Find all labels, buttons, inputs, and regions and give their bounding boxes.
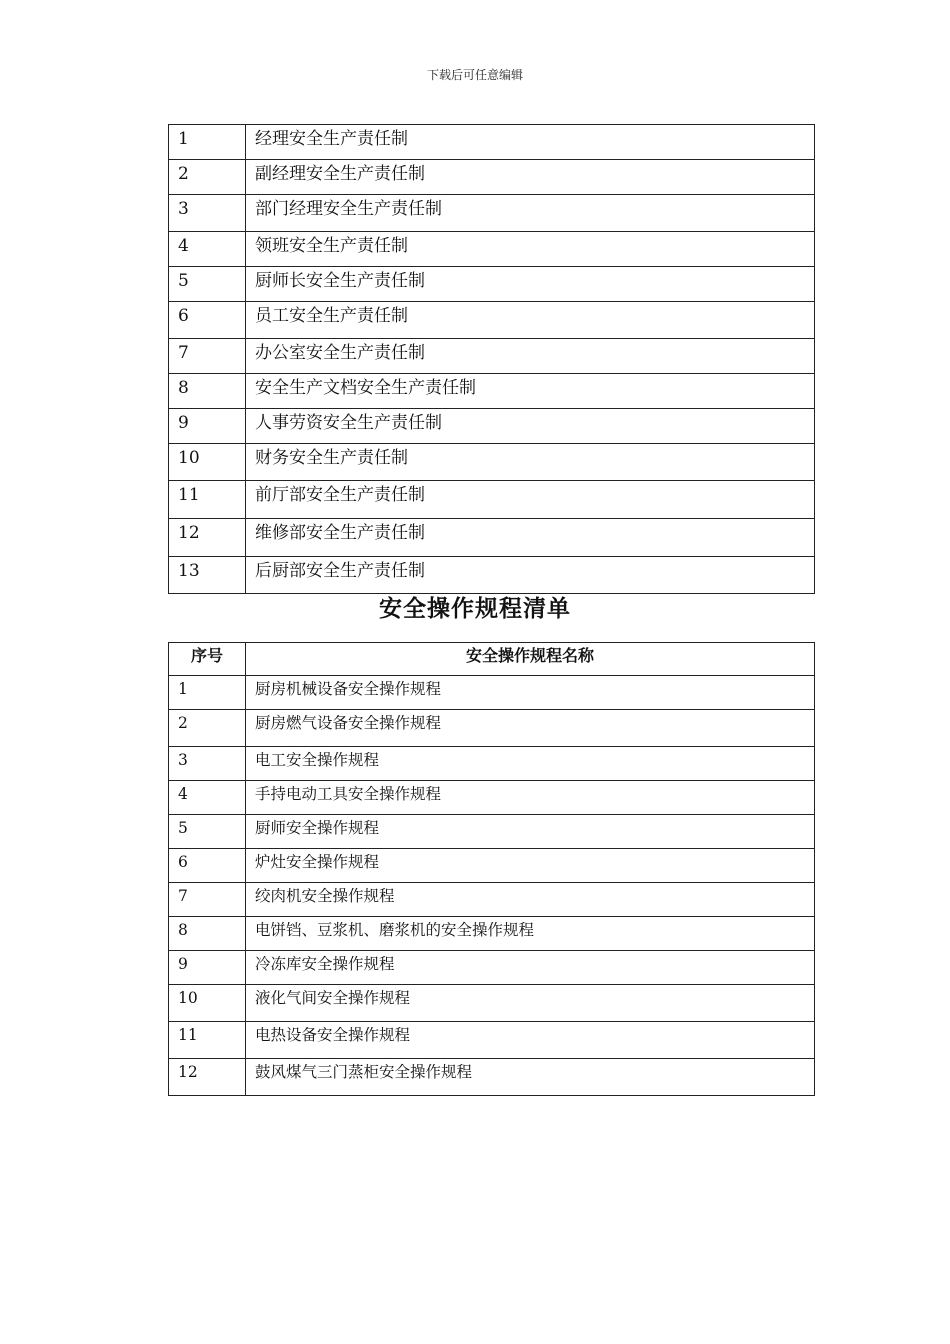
- row-name: 电饼铛、豆浆机、磨浆机的安全操作规程: [246, 917, 815, 951]
- row-number: 7: [169, 883, 246, 917]
- row-number: 9: [169, 951, 246, 985]
- column-header-number: 序号: [169, 643, 246, 676]
- table-row: [169, 302, 815, 339]
- row-name: 厨房机械设备安全操作规程: [246, 676, 815, 710]
- table-row: [169, 232, 815, 267]
- row-name: 安全生产文档安全生产责任制: [246, 374, 815, 409]
- row-number: 6: [169, 302, 246, 339]
- table-row: [169, 1022, 815, 1059]
- row-number: 8: [169, 917, 246, 951]
- row-name: 鼓风煤气三门蒸柜安全操作规程: [246, 1059, 815, 1096]
- row-name: 办公室安全生产责任制: [246, 339, 815, 374]
- table-row: [169, 985, 815, 1022]
- table-row: [169, 195, 815, 232]
- row-name: 前厅部安全生产责任制: [246, 481, 815, 519]
- row-number: 4: [169, 232, 246, 267]
- row-number: 6: [169, 849, 246, 883]
- row-name: 经理安全生产责任制: [246, 125, 815, 160]
- row-name: 电工安全操作规程: [246, 747, 815, 781]
- row-number: 9: [169, 409, 246, 444]
- row-number: 5: [169, 267, 246, 302]
- table-header-row: [169, 643, 815, 676]
- row-number: 4: [169, 781, 246, 815]
- table-row: [169, 781, 815, 815]
- table-row: [169, 374, 815, 409]
- table-row: [169, 557, 815, 594]
- row-name: 领班安全生产责任制: [246, 232, 815, 267]
- row-name: 厨房燃气设备安全操作规程: [246, 710, 815, 747]
- table-row: [169, 676, 815, 710]
- table-row: [169, 710, 815, 747]
- row-number: 13: [169, 557, 246, 594]
- table-row: [169, 125, 815, 160]
- table-row: [169, 160, 815, 195]
- row-name: 财务安全生产责任制: [246, 444, 815, 481]
- table-row: [169, 951, 815, 985]
- procedures-table: [168, 642, 815, 1096]
- section-title: 安全操作规程清单: [379, 596, 571, 622]
- table-row: [169, 519, 815, 557]
- row-name: 部门经理安全生产责任制: [246, 195, 815, 232]
- row-number: 2: [169, 160, 246, 195]
- responsibility-table: [168, 124, 815, 594]
- row-number: 12: [169, 1059, 246, 1096]
- row-number: 8: [169, 374, 246, 409]
- row-number: 10: [169, 444, 246, 481]
- row-name: 绞肉机安全操作规程: [246, 883, 815, 917]
- row-number: 5: [169, 815, 246, 849]
- row-number: 7: [169, 339, 246, 374]
- table-row: [169, 849, 815, 883]
- row-number: 3: [169, 195, 246, 232]
- table-row: [169, 444, 815, 481]
- row-name: 液化气间安全操作规程: [246, 985, 815, 1022]
- row-name: 员工安全生产责任制: [246, 302, 815, 339]
- row-number: 1: [169, 125, 246, 160]
- row-number: 1: [169, 676, 246, 710]
- row-number: 11: [169, 481, 246, 519]
- column-header-name: 安全操作规程名称: [246, 643, 815, 676]
- table-row: [169, 917, 815, 951]
- row-name: 炉灶安全操作规程: [246, 849, 815, 883]
- row-name: 厨师长安全生产责任制: [246, 267, 815, 302]
- row-name: 电热设备安全操作规程: [246, 1022, 815, 1059]
- row-name: 冷冻库安全操作规程: [246, 951, 815, 985]
- row-name: 手持电动工具安全操作规程: [246, 781, 815, 815]
- table-row: [169, 267, 815, 302]
- row-name: 厨师安全操作规程: [246, 815, 815, 849]
- row-number: 3: [169, 747, 246, 781]
- row-name: 副经理安全生产责任制: [246, 160, 815, 195]
- row-name: 维修部安全生产责任制: [246, 519, 815, 557]
- table-row: [169, 883, 815, 917]
- table-row: [169, 339, 815, 374]
- row-number: 2: [169, 710, 246, 747]
- row-name: 人事劳资安全生产责任制: [246, 409, 815, 444]
- row-number: 11: [169, 1022, 246, 1059]
- table-row: [169, 1059, 815, 1096]
- row-number: 12: [169, 519, 246, 557]
- table-row: [169, 815, 815, 849]
- header-note: 下载后可任意编辑: [426, 68, 523, 82]
- table-row: [169, 481, 815, 519]
- row-number: 10: [169, 985, 246, 1022]
- table-row: [169, 409, 815, 444]
- row-name: 后厨部安全生产责任制: [246, 557, 815, 594]
- table-row: [169, 747, 815, 781]
